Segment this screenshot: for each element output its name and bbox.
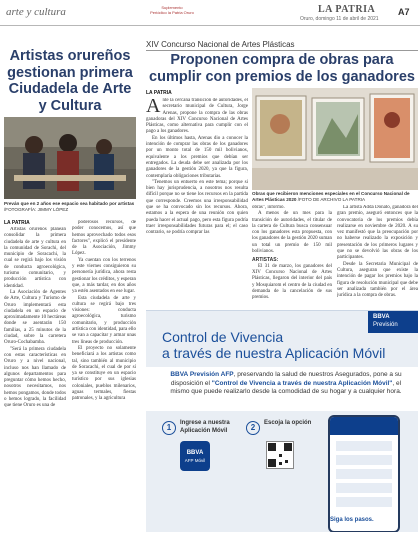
app-logo-line2: AFP Móvil: [184, 458, 206, 463]
ad-intro-brand: BBVA Previsión AFP: [170, 371, 234, 378]
ad-title-line1: Control de Vivencia: [162, 329, 284, 345]
right-column-2: [252, 205, 332, 308]
ad-intro-text1: , preservando la salud de nuestros Asegurados, pone a su disposición el: [170, 371, 402, 387]
drop-cap: A: [146, 98, 161, 117]
qr-code-graphic: [267, 442, 293, 468]
left-caption-text: Preván que en 2 años ese espacio sea habitado por artistas: [4, 201, 135, 206]
page-header: [0, 0, 420, 30]
right-column-3: [337, 205, 418, 308]
right-caption-credit: /FOTO DE ARCHIVO LA PATRIA: [297, 196, 366, 202]
right-column-1: [146, 98, 248, 308]
bbva-logo-line1: BBVA: [373, 314, 390, 320]
right-col1-para: "Tenemos un entuerto en este tema; porque si bien hay jurisprudencia, a nosotros nos resulta difícil porque no se tiene los recursos en la partida que corresponde. Creemos una irresponsabilidad que se ha convocado sin los recursos. Ahora, estamos a la espera de una reunión con quien pueda hacer el actual pago, pero esta figura podría traer irresponsabilidades futuras para el; el caso contrario, se podría comprar las: [146, 179, 248, 236]
left-col1-para: "Será la primera ciudadela con estas características en Oruro y a nivel nacional, incluso nos han llamado de algunos departamentos para preguntar cómo hemos hecho, nosotros necesitamos, nos hemos pongamos, donde todos o hemos logrado, la facilidad que tiene Oruro es una de: [4, 346, 66, 409]
right-col1-first-para: [146, 98, 248, 136]
step-2-label: Escoja la opción: [264, 420, 312, 426]
ad-intro: [168, 371, 404, 397]
phone-screen: [330, 417, 398, 531]
right-caption-text: Obras que recibieron menciones especiales en el Concurso Nacional de Artes Plásticas 2020: [252, 191, 410, 202]
ad-title-line2: a través de nuestra Aplicación Móvil: [162, 345, 386, 361]
left-byline: LA PATRIA: [4, 220, 30, 226]
section-label: arte y cultura: [6, 6, 66, 18]
left-col1-para: Artistas orureños planean consolidar la primera ciudadela de arte y cultura en la comunidad de Sorachi, del municipio de Soracachi, la cual se regirá bajo los visión de conducta agroecológica, turismo comunitario, y producción artística con identidad.: [4, 227, 66, 289]
right-photo-caption: [252, 191, 418, 202]
artistas-subhead: ARTISTAS:: [252, 257, 279, 264]
bbva-advertisement: [146, 310, 418, 532]
bbva-logo-line2: Previsión: [373, 322, 398, 328]
right-col2b-para: El 31 de marzo, los ganadores del XIV Concurso Nacional de Artes Plásticas, llegaron del interior del país y Mosquiarom el centro de la ciudad en demanda de la cancelación de sus premios.: [252, 263, 332, 301]
kicker-divider: [146, 50, 418, 51]
step-2-number: 2: [246, 421, 260, 435]
header-divider: [0, 25, 420, 26]
left-col2-para: Esta ciudadela de arte y cultura se regirá bajo tres visiones: conducta agroecológica, turismo comunitario, y producción artística con identidad, para ello se van a capacitar y armar unas tres líneas de producción.: [72, 295, 136, 345]
left-col2-para: Ya cuentan con los terrenos y este viernes consiguieron su personería jurídica, ahora resta gestionar los créditos, y esperan que, a más tardar, en dos años ya estén asentados en ese lugar.: [72, 257, 136, 295]
afp-movil-app-logo: [180, 441, 210, 471]
left-column-2: [72, 220, 136, 532]
right-kicker: XIV Concurso Nacional de Artes Plásticas: [146, 40, 295, 49]
left-photo-caption: [4, 201, 136, 212]
right-col2-para: obras", informó.: [252, 205, 285, 210]
ad-intro-highlight: "Control de Vivencia a través de nuestra Aplicación Móvil": [211, 379, 393, 387]
page-number: A7: [398, 7, 410, 17]
right-col2-para: A menos de un mes para la transición de autoridades, el titular de la cartera de Cultura busca consensuar con los ganadores esta propuesta, con los ganadores de la gestión 2020 suman un total un premio de 150 mil bolivianos.: [252, 211, 332, 255]
left-col1-para: La Asociación de Agentes de Arte, Cultura y Turismo de Oruro implementará esta ciudadela en un espacio de aproximadamente 10 hectáreas donde se asentarán 150 familias, a 25 minutos de la ciudad, sobre la carretera Oruro-Cochabamba.: [4, 289, 66, 346]
right-headline: Proponen compra de obras para cumplir con premios de los ganadores: [149, 52, 415, 85]
right-col1-para: En los últimos hasta, Arenas dio a conocer la intención de comprar las obras de los ganadores por un monto total de 150 mil bolivianos, equivalente a los premios que debían ser entregados. La deuda debe ser analizada por los ganadores de la gestión 2020, ya que la figura, contemplaría obligaciones tributarias.: [146, 135, 248, 179]
artworks-photo-image: [252, 88, 418, 190]
right-byline: LA PATRIA: [146, 90, 172, 96]
newspaper-name: LA PATRIA: [318, 4, 376, 15]
left-col2-para: El proyecto no solamente beneficiará a los artistas como tal, sino también al municipio de Soracachi, el cual de por sí ya se constituye en un espacio turístico por sus iglesias coloniales, pueblos milenarios, aguas termales, fiestas patronales, y la agricultura: [72, 345, 136, 402]
ad-intro-text2: , el mismo que puede realizarlo desde la comodidad de su hogar y a cualquier hora.: [170, 379, 402, 395]
left-headline: Artistas orureños gestionan primera Ciudadela de Arte y Cultura: [7, 48, 133, 114]
phone-mockup: [328, 415, 400, 532]
supplement-line-1: Suplemento: [161, 5, 183, 10]
supplement-label: [112, 5, 232, 15]
ad-footer: Siga los pasos.: [330, 517, 374, 523]
right-col3-para: Desde la Secretaria Municipal de Cultura, aseguran que existe la intención de pagar los premios bajo la figura de resolución municipal que debe ser analizada también por el área jurídica a la compra de obras.: [337, 261, 418, 299]
app-logo-line1: BBVA: [186, 450, 204, 456]
right-col1-lead: nte la cercana transición de autoridades, el secretario municipal de Cultura, Jorge Arenas, propone la compra de las obras ganadoras del XIV Concurso Nacional de Artes Plásticas, como alternativa para cumplir con el pago a los ganadores.: [146, 98, 248, 135]
step-1-label: Ingrese a nuestra Aplicación Móvil: [180, 420, 230, 434]
left-column-1: [4, 227, 66, 532]
step-1-number: 1: [162, 421, 176, 435]
issue-date: Oruro, domingo 11 de abril de 2021: [300, 16, 379, 22]
artists-photo-image: [4, 117, 136, 199]
left-caption-credit: /FOTOGRAFÍA: JIMMY LÓPEZ: [4, 206, 69, 212]
supplement-line-2: Periódico la Patria Oruro: [150, 10, 194, 15]
left-col2-para: poderosos recursos, de poder conocemos, así que hemos aprovechado todos esos factores", explicó el presidente de la Asociación, Jimmy López.: [72, 220, 136, 257]
artworks-photo: [252, 88, 418, 190]
artists-photo: [4, 117, 136, 199]
qr-code-icon: [266, 441, 294, 469]
right-col3-para: La artista Adda Donato, ganadora del gran premio, aseguró entonces que la convocatoria de los premios debía realizarse en noviembre de 2020. A su vez manifestó que la preocupación por no haberse realizado la exposición y presentación de los primeros lugares y que no se devolvió las obras de los participantes.: [337, 205, 418, 261]
